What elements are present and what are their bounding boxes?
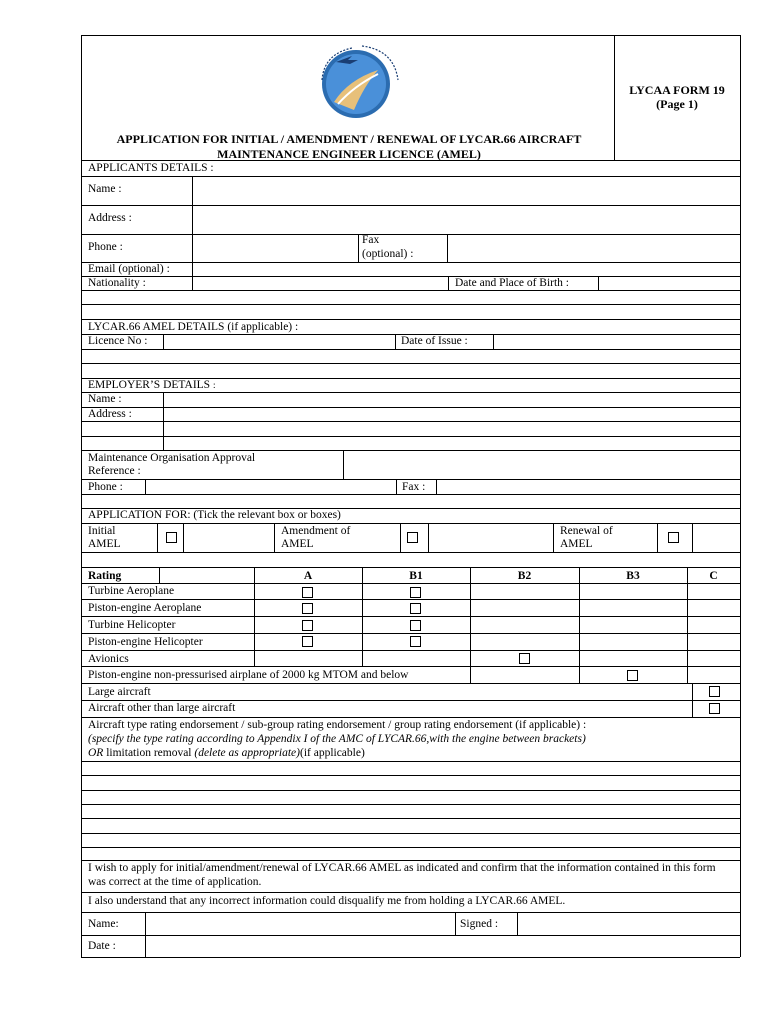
- applicant-fax-label: Fax: [362, 234, 380, 246]
- endorsement-line2: (specify the type rating according to Appendix I of the AMC of LYCAR.66,with the engine between brackets): [88, 733, 586, 745]
- applicant-nationality-label: Nationality :: [88, 277, 146, 289]
- declaration-date-field[interactable]: [146, 936, 739, 956]
- rating-checkbox-piston-helicopter-a[interactable]: [302, 636, 313, 647]
- frame-right: [740, 35, 741, 957]
- applicant-phone-field[interactable]: [193, 235, 357, 261]
- amendment-amel-label: Amendment of: [281, 525, 351, 537]
- ratings-header-b2: B2: [517, 570, 532, 582]
- rating-row-label: Piston-engine Helicopter: [88, 636, 203, 648]
- applicant-dob-field[interactable]: [599, 277, 739, 289]
- applicant-address-label: Address :: [88, 212, 132, 224]
- rating-checkbox-piston-aeroplane-a[interactable]: [302, 603, 313, 614]
- rating-row-label: Turbine Aeroplane: [88, 585, 175, 597]
- applicant-name-field[interactable]: [193, 177, 739, 204]
- ratings-header-c: C: [709, 570, 718, 582]
- ratings-header-b3: B3: [626, 570, 640, 582]
- moa-reference-field[interactable]: [344, 451, 739, 478]
- rating-checkbox-large-aircraft-c[interactable]: [709, 686, 720, 697]
- rating-checkbox-piston-helicopter-b1[interactable]: [410, 636, 421, 647]
- rating-checkbox-turbine-aeroplane-b1[interactable]: [410, 587, 421, 598]
- rating-checkbox-avionics-b2[interactable]: [519, 653, 530, 664]
- moa-label-line2: Reference :: [88, 465, 141, 477]
- rating-row-label: Large aircraft: [88, 686, 151, 698]
- rating-row-label: Turbine Helicopter: [88, 619, 176, 631]
- lycaa-logo: [308, 40, 418, 124]
- applicant-email-label: Email (optional) :: [88, 263, 170, 275]
- applicant-fax-field[interactable]: [448, 235, 739, 261]
- signature-field[interactable]: [518, 913, 739, 934]
- declaration-name-field[interactable]: [146, 913, 454, 934]
- employer-address-field[interactable]: [164, 408, 739, 421]
- applicant-name-label: Name :: [88, 183, 122, 195]
- rating-row-label: Aircraft other than large aircraft: [88, 702, 236, 714]
- ratings-header-a: A: [303, 570, 313, 582]
- application-for-heading: APPLICATION FOR: (Tick the relevant box or boxes): [88, 509, 341, 521]
- frame-top: [81, 35, 740, 36]
- declaration-date-label: Date :: [88, 940, 116, 952]
- rating-checkbox-turbine-helicopter-b1[interactable]: [410, 620, 421, 631]
- licence-no-field[interactable]: [164, 335, 394, 348]
- applicant-phone-label: Phone :: [88, 241, 123, 253]
- employer-name-label: Name :: [88, 393, 122, 405]
- form-title-line2: MAINTENANCE ENGINEER LICENCE (AMEL): [217, 147, 481, 161]
- form-id: LYCAA FORM 19: [629, 83, 725, 97]
- endorsement-line3: OR limitation removal (delete as appropriate)(if applicable): [88, 747, 365, 759]
- rating-row-label: Piston-engine non-pressurised airplane of 2000 kg MTOM and below: [88, 669, 409, 681]
- employer-heading: EMPLOYER’S DETAILS :: [88, 379, 216, 391]
- employer-phone-field[interactable]: [146, 480, 395, 493]
- form-title-line1: APPLICATION FOR INITIAL / AMENDMENT / RENEWAL OF LYCAR.66 AIRCRAFT: [116, 132, 582, 146]
- date-of-issue-field[interactable]: [494, 335, 739, 348]
- applicant-email-field[interactable]: [193, 263, 739, 275]
- applicants-heading: APPLICANTS DETAILS :: [88, 162, 214, 174]
- amel-details-heading: LYCAR.66 AMEL DETAILS (if applicable) :: [88, 321, 299, 333]
- employer-name-field[interactable]: [164, 393, 739, 406]
- employer-address-label: Address :: [88, 408, 132, 420]
- rating-checkbox-piston-nonpressurised-b3[interactable]: [627, 670, 638, 681]
- rating-checkbox-other-aircraft-c[interactable]: [709, 703, 720, 714]
- employer-fax-field[interactable]: [437, 480, 739, 493]
- employer-phone-label: Phone :: [88, 481, 123, 493]
- rating-checkbox-turbine-aeroplane-a[interactable]: [302, 587, 313, 598]
- signed-label: Signed :: [460, 918, 499, 930]
- moa-label-line1: Maintenance Organisation Approval: [88, 452, 256, 464]
- rating-row-label: Piston-engine Aeroplane: [88, 602, 202, 614]
- declaration-text: I wish to apply for initial/amendment/renewal of LYCAR.66 AMEL as indicated and confirm that the information contained in this form was correct at the time of application.: [88, 862, 716, 888]
- form-page-number: (Page 1): [656, 97, 698, 111]
- rating-checkbox-piston-aeroplane-b1[interactable]: [410, 603, 421, 614]
- ratings-header-rating: Rating: [88, 570, 122, 582]
- initial-amel-checkbox[interactable]: [166, 532, 177, 543]
- declaration-name-label: Name:: [88, 918, 119, 930]
- applicant-address-field[interactable]: [193, 206, 739, 233]
- applicant-nationality-field[interactable]: [193, 277, 447, 289]
- employer-fax-label: Fax :: [402, 481, 426, 493]
- date-of-issue-label: Date of Issue :: [401, 335, 468, 347]
- renewal-amel-checkbox[interactable]: [668, 532, 679, 543]
- renewal-amel-label: Renewal of: [560, 525, 613, 537]
- endorsement-entry-area[interactable]: [82, 762, 739, 858]
- frame-bottom: [81, 957, 740, 958]
- rating-row-label: Avionics: [88, 653, 129, 665]
- amendment-amel-checkbox[interactable]: [407, 532, 418, 543]
- initial-amel-label: Initial: [88, 525, 116, 537]
- applicant-dob-label: Date and Place of Birth :: [455, 277, 570, 289]
- licence-no-label: Licence No :: [88, 335, 148, 347]
- disqualify-notice: I also understand that any incorrect information could disqualify me from holding a LYCAR.66 AMEL.: [88, 895, 566, 907]
- ratings-header-b1: B1: [409, 570, 423, 582]
- rating-checkbox-turbine-helicopter-a[interactable]: [302, 620, 313, 631]
- endorsement-line1: Aircraft type rating endorsement / sub-group rating endorsement / group rating endorsement (if applicable) :: [88, 719, 587, 731]
